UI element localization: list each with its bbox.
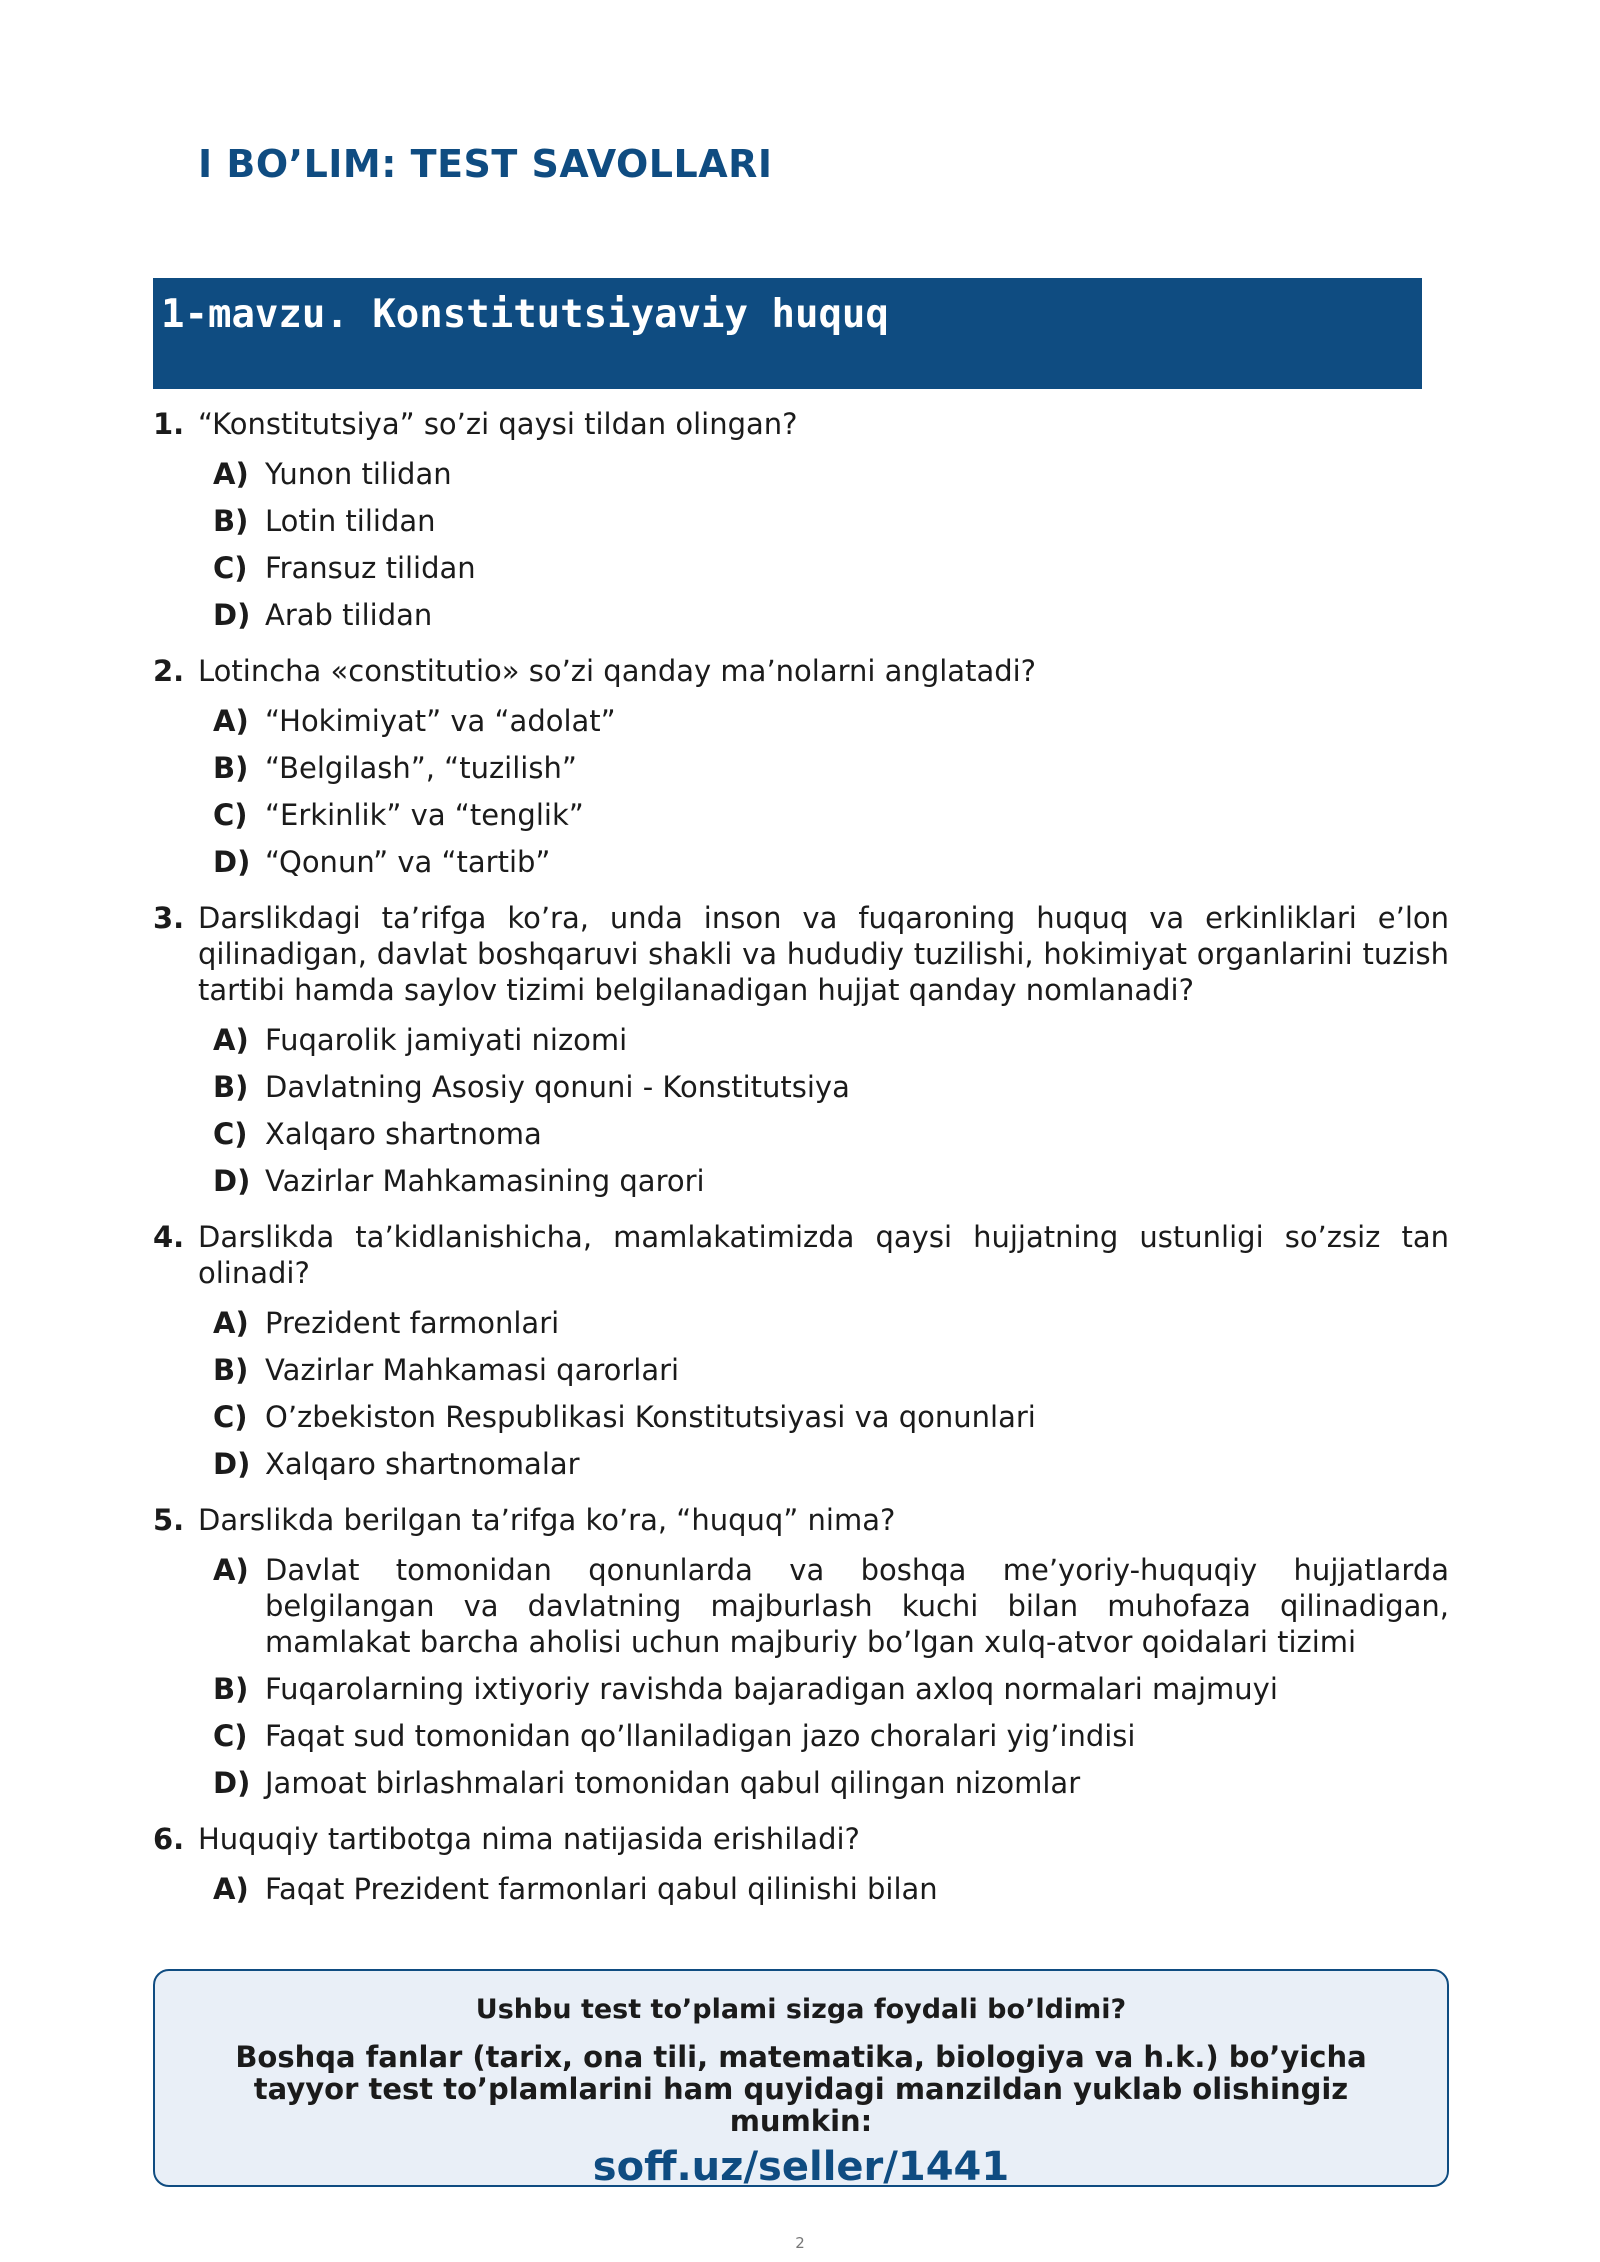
topic-title: 1-mavzu. Konstitutsiyaviy huquq: [161, 292, 889, 337]
option-text: Xalqaro shartnomalar: [265, 1447, 580, 1481]
question-number: 3.: [153, 901, 185, 935]
option-letter: D): [213, 1447, 251, 1481]
answer-options: [213, 1871, 1449, 1907]
option-letter: A): [213, 704, 249, 738]
option-a: [213, 1022, 1449, 1058]
option-d: [213, 844, 1449, 880]
promo-link[interactable]: soff.uz/seller/1441: [592, 2144, 1010, 2190]
page-number: 2: [795, 2234, 805, 2252]
option-letter: B): [213, 504, 249, 538]
question-1: [153, 406, 1449, 633]
option-letter: A): [213, 1553, 249, 1587]
option-letter: D): [213, 845, 251, 879]
option-text: Lotin tilidan: [265, 504, 436, 538]
question-text: Lotincha «constitutio» so’zi qanday ma’nolarni anglatadi?: [198, 654, 1037, 688]
option-text: “Belgilash”, “tuzilish”: [265, 751, 577, 785]
option-c: [213, 1718, 1449, 1754]
question-number: 5.: [153, 1503, 185, 1537]
option-a: [213, 1871, 1449, 1907]
option-text: “Erkinlik” va “tenglik”: [265, 798, 584, 832]
option-text: Vazirlar Mahkamasining qarori: [265, 1164, 705, 1198]
answer-options: [213, 1552, 1449, 1801]
question-text: Darslikda berilgan ta’rifga ko’ra, “huquq” nima?: [198, 1503, 896, 1537]
option-b: [213, 750, 1449, 786]
option-letter: D): [213, 598, 251, 632]
option-text: “Hokimiyat” va “adolat”: [265, 704, 616, 738]
option-text: Fuqarolik jamiyati nizomi: [265, 1023, 628, 1057]
option-text: Vazirlar Mahkamasi qarorlari: [265, 1353, 680, 1387]
option-b: [213, 1671, 1449, 1707]
option-letter: A): [213, 1872, 249, 1906]
option-a: [213, 456, 1449, 492]
option-d: [213, 1163, 1449, 1199]
option-text: Fransuz tilidan: [265, 551, 476, 585]
question-number: 4.: [153, 1220, 185, 1254]
question-2: [153, 653, 1449, 880]
option-letter: C): [213, 1117, 248, 1151]
option-letter: C): [213, 798, 248, 832]
option-c: [213, 797, 1449, 833]
question-number: 6.: [153, 1822, 185, 1856]
option-d: [213, 1765, 1449, 1801]
question-5: [153, 1502, 1449, 1801]
option-a: [213, 1552, 1449, 1660]
option-d: [213, 1446, 1449, 1482]
option-text: Prezident farmonlari: [265, 1306, 560, 1340]
option-letter: B): [213, 1070, 249, 1104]
option-c: [213, 1116, 1449, 1152]
option-a: [213, 703, 1449, 739]
question-number: 2.: [153, 654, 185, 688]
option-text: O’zbekiston Respublikasi Konstitutsiyasi va qonunlari: [265, 1400, 1036, 1434]
answer-options: [213, 456, 1449, 633]
promo-box: [153, 1969, 1449, 2190]
option-text: Faqat sud tomonidan qo’llaniladigan jazo choralari yig’indisi: [265, 1719, 1136, 1753]
option-b: [213, 1352, 1449, 1388]
option-letter: D): [213, 1164, 251, 1198]
option-d: [213, 597, 1449, 633]
option-letter: C): [213, 1400, 248, 1434]
option-text: Fuqarolarning ixtiyoriy ravishda bajaradigan axloq normalari majmuyi: [265, 1672, 1278, 1706]
answer-options: [213, 703, 1449, 880]
option-letter: A): [213, 1306, 249, 1340]
option-c: [213, 1399, 1449, 1435]
question-6: [153, 1821, 1449, 1907]
section-title: I BO’LIM: TEST SAVOLLARI: [198, 142, 773, 186]
question-text: “Konstitutsiya” so’zi qaysi tildan olingan?: [198, 407, 798, 441]
option-text: Faqat Prezident farmonlari qabul qilinishi bilan: [265, 1872, 938, 1906]
option-text: Jamoat birlashmalari tomonidan qabul qilingan nizomlar: [265, 1766, 1081, 1800]
option-text: Xalqaro shartnoma: [265, 1117, 542, 1151]
option-letter: A): [213, 457, 249, 491]
promo-question: Ushbu test to’plami sizga foydali bo’ldimi?: [475, 1994, 1127, 2025]
option-letter: C): [213, 1719, 248, 1753]
option-letter: D): [213, 1766, 251, 1800]
promo-description: Boshqa fanlar (tarix, ona tili, matematika, biologiya va h.k.) bo’yicha tayyor test to’plamlarini ham quyidagi manzildan yuklab olishingiz mumkin:: [235, 2040, 1367, 2138]
topic-banner: [153, 278, 1422, 389]
question-text: Huquqiy tartibotga nima natijasida erishiladi?: [198, 1822, 860, 1856]
option-b: [213, 1069, 1449, 1105]
option-letter: C): [213, 551, 248, 585]
question-list: [153, 406, 1449, 1966]
question-3: [153, 900, 1449, 1199]
option-a: [213, 1305, 1449, 1341]
answer-options: [213, 1305, 1449, 1482]
option-text: Davlatning Asosiy qonuni - Konstitutsiya: [265, 1070, 850, 1104]
option-text: “Qonun” va “tartib”: [265, 845, 551, 879]
question-text: Darslikdagi ta’rifga ko’ra, unda inson va fuqaroning huquq va erkinliklari e’lon qilinadigan, davlat boshqaruvi shakli va hududiy tuzilishi, hokimiyat organlarini tuzish tartibi hamda saylov tizimi belgilanadigan hujjat qanday nomlanadi?: [198, 901, 1449, 1007]
option-letter: A): [213, 1023, 249, 1057]
option-text: Davlat tomonidan qonunlarda va boshqa me’yoriy-huquqiy hujjatlarda belgilangan va davlatning majburlash kuchi bilan muhofaza qilinadigan, mamlakat barcha aholisi uchun majburiy bo’lgan xulq-atvor qoidalari tizimi: [265, 1553, 1449, 1659]
option-text: Yunon tilidan: [265, 457, 452, 491]
question-number: 1.: [153, 407, 185, 441]
option-c: [213, 550, 1449, 586]
option-text: Arab tilidan: [265, 598, 433, 632]
question-text: Darslikda ta’kidlanishicha, mamlakatimizda qaysi hujjatning ustunligi so’zsiz tan olinadi?: [198, 1220, 1449, 1290]
option-letter: B): [213, 1353, 249, 1387]
question-4: [153, 1219, 1449, 1482]
option-b: [213, 503, 1449, 539]
answer-options: [213, 1022, 1449, 1199]
option-letter: B): [213, 1672, 249, 1706]
option-letter: B): [213, 751, 249, 785]
